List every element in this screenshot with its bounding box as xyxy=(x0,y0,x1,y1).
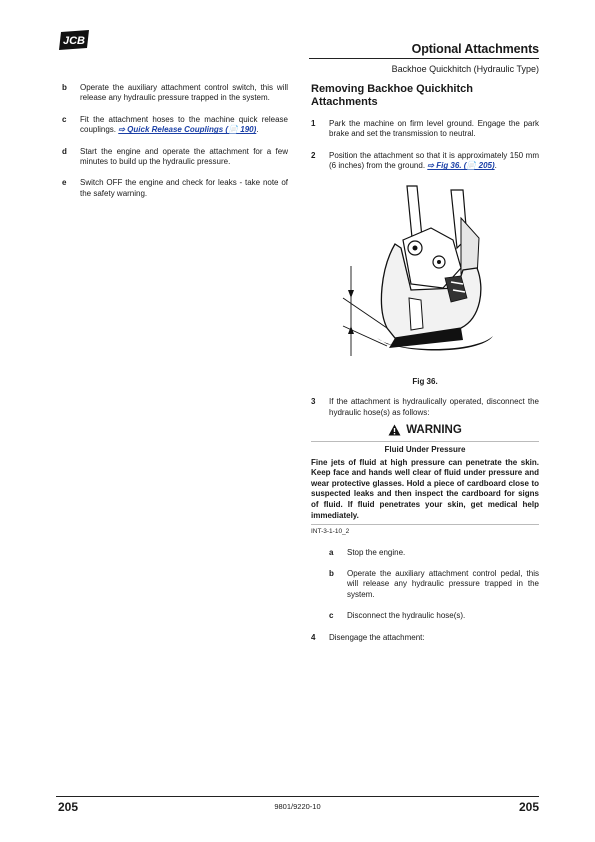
section-title: Optional Attachments xyxy=(411,42,539,56)
warning-title: WARNING xyxy=(406,424,462,437)
substep-b xyxy=(329,569,539,600)
footer-rule xyxy=(56,796,539,797)
step-text: If the attachment is hydraulically operated, disconnect the hydraulic hose(s) as follows: xyxy=(329,397,539,417)
substep-a xyxy=(329,548,539,558)
step-marker: b xyxy=(329,569,334,579)
step-text: Park the machine on firm level ground. Engage the park brake and set the transmission to neutral. xyxy=(329,119,539,139)
step-text-part: . xyxy=(494,161,497,171)
warning-body: Fine jets of fluid at high pressure can penetrate the skin. Keep face and hands well clear of fluid under pressure and wear protective glasses. Hold a piece of cardboard close to suspected leaks and then inspect the cardboard for signs of fluid. If fluid penetrates your skin, get medical help immediately. xyxy=(311,457,539,520)
procedure-heading: Removing Backhoe Quickhitch Attachments xyxy=(311,83,473,108)
warning-icon xyxy=(388,424,401,436)
quick-release-couplings-link[interactable]: ⇨ Quick Release Couplings (📄 190) xyxy=(118,125,257,135)
step-text-part: Position the attachment so that it is approximately 150 mm (6 inches) from the ground. xyxy=(329,150,539,171)
step-4 xyxy=(311,633,539,643)
step-2 xyxy=(311,151,539,172)
page-number-left: 205 xyxy=(58,800,79,814)
step-e xyxy=(62,178,288,199)
step-text: Disengage the attachment: xyxy=(329,632,425,642)
step-marker: c xyxy=(62,114,67,124)
step-text: Operate the auxiliary attachment control pedal, this will release any hydraulic pressure trapped in the system. xyxy=(347,569,539,599)
step-c xyxy=(62,115,288,136)
step-text xyxy=(329,151,539,172)
step-text: Operate the auxiliary attachment control switch, this will release any hydraulic pressure trapped in the system. xyxy=(80,83,288,103)
step-marker: 2 xyxy=(311,150,316,160)
step-text: Disconnect the hydraulic hose(s). xyxy=(347,611,466,621)
step-marker: d xyxy=(62,146,67,156)
step-marker: 1 xyxy=(311,119,316,128)
warning-box xyxy=(311,424,539,537)
step-text-part: Fit the attachment hoses to the machine quick release couplings. xyxy=(80,114,288,135)
step-text xyxy=(80,115,288,136)
step-marker: a xyxy=(329,547,334,557)
step-b xyxy=(62,83,288,104)
warning-code: INT-3-1-10_2 xyxy=(311,524,539,537)
step-text: Switch OFF the engine and check for leaks - take note of the safety warning. xyxy=(80,178,288,198)
step-d xyxy=(62,147,288,168)
step-marker: e xyxy=(62,178,67,188)
step-text-part: . xyxy=(256,125,259,135)
fig-36-link[interactable]: ⇨ Fig 36. (📄 205) xyxy=(427,161,495,171)
step-marker: 4 xyxy=(311,632,316,642)
left-column xyxy=(62,83,288,210)
section-subtitle: Backhoe Quickhitch (Hydraulic Type) xyxy=(391,64,539,74)
step-marker: b xyxy=(62,83,67,92)
step-1 xyxy=(311,119,539,140)
logo-text: JCB xyxy=(62,35,86,47)
fig-36-illustration xyxy=(311,178,539,368)
jcb-logo xyxy=(58,30,90,50)
step-text: Stop the engine. xyxy=(347,547,406,557)
step-text: Start the engine and operate the attachment for a few minutes to build up the hydraulic pressure. xyxy=(80,146,288,167)
step-marker: c xyxy=(329,611,334,621)
right-column xyxy=(311,83,539,654)
page-number-right: 205 xyxy=(518,800,539,814)
step-3 xyxy=(311,397,539,418)
document-code: 9801/9220-10 xyxy=(274,802,321,811)
warning-header xyxy=(311,424,539,442)
warning-subtitle: Fluid Under Pressure xyxy=(384,445,466,455)
figure-caption: Fig 36. xyxy=(412,377,438,387)
header-rule xyxy=(309,58,539,59)
step-marker: 3 xyxy=(311,397,316,407)
substep-c xyxy=(329,611,539,621)
